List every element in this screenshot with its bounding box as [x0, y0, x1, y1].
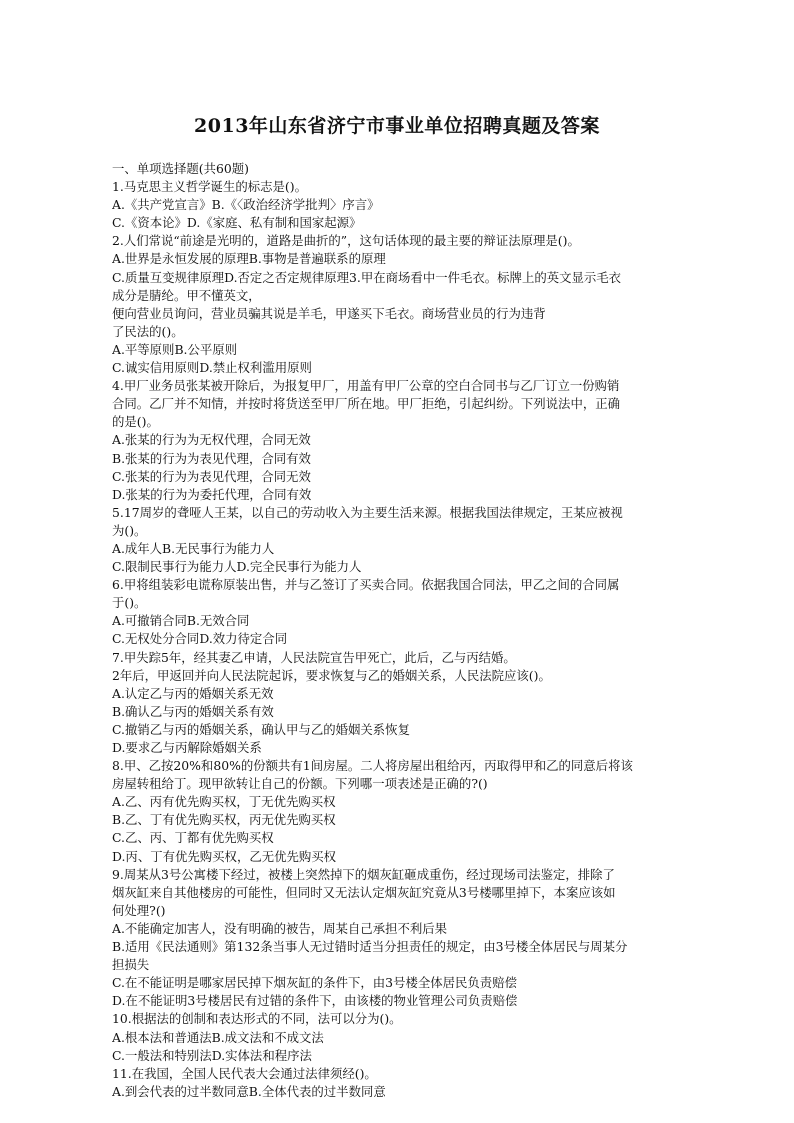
text-line: C.无权处分合同D.效力待定合同 [112, 631, 288, 647]
text-line: 1.马克思主义哲学诞生的标志是()。 [112, 179, 307, 195]
text-line: A.不能确定加害人，没有明确的被告，周某自己承担不利后果 [112, 920, 448, 936]
text-line: 5.17周岁的聋哑人王某，以自己的劳动收入为主要生活来源。根据我国法律规定，王某应被视 [112, 504, 623, 520]
text-line: C.限制民事行为能力人D.完全民事行为能力人 [112, 559, 362, 575]
document-title: 2013年山东省济宁市事业单位招聘真题及答案 [194, 115, 600, 137]
text-line: 合同。乙厂并不知情，并按时将货送至甲厂所在地。甲厂拒绝，引起纠纷。下列说法中，正确 [112, 396, 621, 412]
text-line: C.一般法和特别法D.实体法和程序法 [112, 1047, 312, 1063]
document-body [112, 160, 692, 1101]
text-line: B.张某的行为为表见代理，合同有效 [112, 450, 311, 466]
text-line: B.确认乙与丙的婚姻关系有效 [112, 703, 274, 719]
text-line: D.丙、丁有优先购买权，乙无优先购买权 [112, 848, 337, 864]
text-line: A.平等原则B.公平原则 [112, 341, 238, 357]
text-line: D.张某的行为为委托代理，合同有效 [112, 486, 312, 502]
text-line: C.撤销乙与丙的婚姻关系，确认甲与乙的婚姻关系恢复 [112, 721, 410, 737]
text-line: A.《共产党宣言》B.《〈政治经济学批判〉序言》 [112, 197, 380, 213]
text-line: 6.甲将组装彩电谎称原装出售，并与乙签订了买卖合同。依据我国合同法，甲乙之间的合同属 [112, 577, 620, 593]
text-line: C.《资本论》D.《家庭、私有制和国家起源》 [112, 215, 362, 231]
text-line: 7.甲失踪5年，经其妻乙申请，人民法院宣告甲死亡，此后，乙与丙结婚。 [112, 649, 516, 665]
text-line: 2年后，甲返回并向人民法院起诉，要求恢复与乙的婚姻关系，人民法院应该()。 [112, 667, 551, 683]
text-line: 于()。 [112, 595, 147, 611]
text-line: A.认定乙与丙的婚姻关系无效 [112, 685, 274, 701]
text-line: 10.根据法的创制和表达形式的不同，法可以分为()。 [112, 1011, 402, 1027]
text-line: 11.在我国，全国人民代表大会通过法律须经()。 [112, 1065, 377, 1081]
text-line: A.根本法和普通法B.成文法和不成文法 [112, 1029, 324, 1045]
text-line: 房屋转租给丁。现甲欲转让自己的份额。下列哪一项表述是正确的?() [112, 776, 488, 792]
text-line: C.张某的行为为表见代理，合同无效 [112, 468, 311, 484]
text-line: 8.甲、乙按20%和80%的份额共有1间房屋。二人将房屋出租给丙，丙取得甲和乙的同意后将该 [112, 758, 633, 774]
text-line: 的是()。 [112, 414, 159, 430]
text-line: 成分是腈纶。甲不懂英文， [112, 287, 261, 303]
text-line: 9.周某从3号公寓楼下经过，被楼上突然掉下的烟灰缸砸成重伤，经过现场司法鉴定，排除了 [112, 866, 615, 882]
text-line: D.在不能证明3号楼居民有过错的条件下，由该楼的物业管理公司负责赔偿 [112, 993, 518, 1009]
text-line: 为()。 [112, 522, 147, 538]
text-line: A.乙、丙有优先购买权，丁无优先购买权 [112, 794, 336, 810]
text-line: A.张某的行为为无权代理，合同无效 [112, 432, 311, 448]
text-line: 何处理?() [112, 902, 166, 918]
text-line: A.可撤销合同B.无效合同 [112, 613, 250, 629]
text-line: C.在不能证明是哪家居民掉下烟灰缸的条件下，由3号楼全体居民负责赔偿 [112, 975, 517, 991]
text-line: B.适用《民法通则》第132条当事人无过错时适当分担责任的规定，由3号楼全体居民与周某分 [112, 939, 628, 955]
text-line: 2.人们常说“前途是光明的，道路是曲折的”，这句话体现的最主要的辩证法原理是()。 [112, 233, 580, 249]
text-line: C.质量互变规律原理D.否定之否定规律原理3.甲在商场看中一件毛衣。标牌上的英文显示毛衣 [112, 269, 622, 285]
text-line: A.成年人B.无民事行为能力人 [112, 540, 275, 556]
text-line: A.到会代表的过半数同意B.全体代表的过半数同意 [112, 1083, 386, 1099]
text-line: 一、单项选择题(共60题) [112, 161, 249, 176]
text-line: 烟灰缸来自其他楼房的可能性，但同时又无法认定烟灰缸究竟从3号楼哪里掉下，本案应该如 [112, 884, 616, 900]
text-line: C.诚实信用原则D.禁止权利滥用原则 [112, 360, 312, 376]
text-line: 便向营业员询问，营业员骗其说是羊毛，甲遂买下毛衣。商场营业员的行为违背 [112, 305, 546, 321]
text-line: C.乙、丙、丁都有优先购买权 [112, 830, 274, 846]
text-line: A.世界是永恒发展的原理B.事物是普遍联系的原理 [112, 251, 386, 267]
text-line: D.要求乙与丙解除婚姻关系 [112, 740, 262, 755]
text-line: B.乙、丁有优先购买权，丙无优先购买权 [112, 812, 336, 828]
text-line: 4.甲厂业务员张某被开除后，为报复甲厂，用盖有甲厂公章的空白合同书与乙厂订立一份购销 [112, 378, 620, 394]
text-line: 了民法的()。 [112, 323, 184, 339]
text-line: 担损失 [112, 957, 150, 973]
